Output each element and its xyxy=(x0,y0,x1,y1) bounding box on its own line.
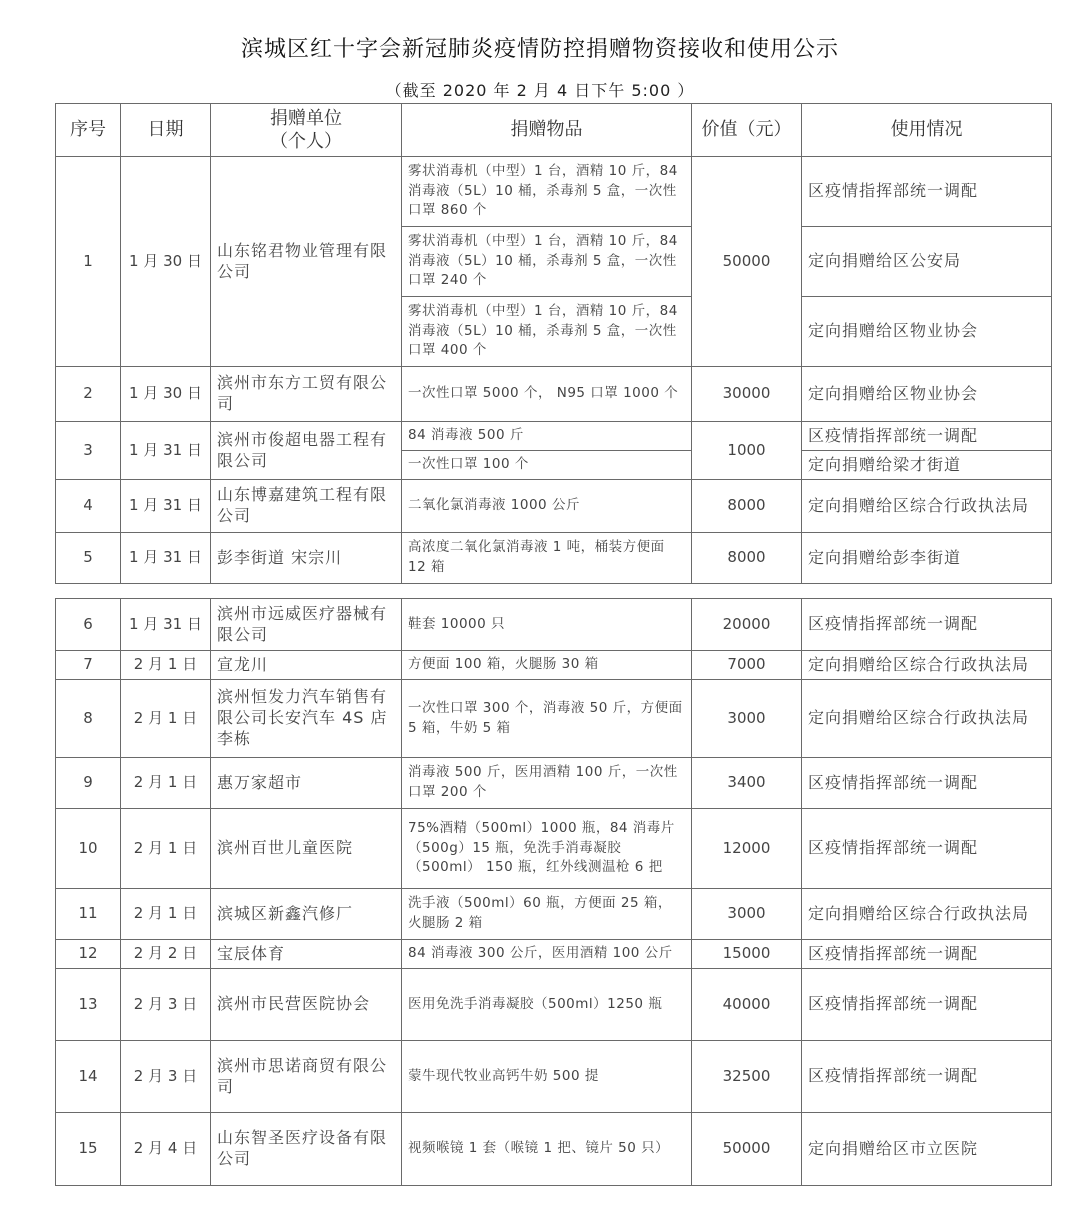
table-header-row xyxy=(56,104,1052,157)
cell-date: 2 月 1 日 xyxy=(121,758,211,809)
table-row xyxy=(56,809,1052,889)
cell-donor: 山东智圣医疗设备有限公司 xyxy=(211,1113,402,1186)
cell-date: 2 月 2 日 xyxy=(121,940,211,969)
cell-seq: 11 xyxy=(56,889,121,940)
cell-items: 一次性口罩 300 个，消毒液 50 斤，方便面 5 箱，牛奶 5 箱 xyxy=(402,680,692,758)
cell-date: 2 月 1 日 xyxy=(121,889,211,940)
cell-donor: 滨州市思诺商贸有限公司 xyxy=(211,1041,402,1113)
page-title: 滨城区红十字会新冠肺炎疫情防控捐赠物资接收和使用公示 xyxy=(240,37,839,62)
cell-usage: 定向捐赠给区市立医院 xyxy=(802,1113,1052,1186)
cell-seq: 13 xyxy=(56,969,121,1041)
cell-usage: 区疫情指挥部统一调配 xyxy=(802,809,1052,889)
cell-donor: 惠万家超市 xyxy=(211,758,402,809)
table-row xyxy=(56,480,1052,533)
cell-date: 1 月 31 日 xyxy=(121,480,211,533)
header-usage: 使用情况 xyxy=(802,104,1052,157)
cell-usage: 定向捐赠给区公安局 xyxy=(802,227,1052,297)
donation-table-part-1 xyxy=(55,103,1052,584)
cell-date: 1 月 30 日 xyxy=(121,157,211,367)
cell-usage: 区疫情指挥部统一调配 xyxy=(802,758,1052,809)
cell-usage: 区疫情指挥部统一调配 xyxy=(802,969,1052,1041)
cell-value: 1000 xyxy=(692,422,802,480)
cell-items: 84 消毒液 500 斤 xyxy=(402,422,692,451)
cell-seq: 1 xyxy=(56,157,121,367)
cell-donor: 山东铭君物业管理有限公司 xyxy=(211,157,402,367)
cell-usage: 定向捐赠给区综合行政执法局 xyxy=(802,889,1052,940)
cell-value: 50000 xyxy=(692,157,802,367)
cell-usage: 定向捐赠给区综合行政执法局 xyxy=(802,651,1052,680)
cell-usage: 定向捐赠给彭李街道 xyxy=(802,533,1052,584)
cell-donor: 山东博嘉建筑工程有限公司 xyxy=(211,480,402,533)
cell-seq: 2 xyxy=(56,367,121,422)
cell-donor: 滨州市东方工贸有限公司 xyxy=(211,367,402,422)
cell-seq: 12 xyxy=(56,940,121,969)
table-row xyxy=(56,533,1052,584)
cell-items: 鞋套 10000 只 xyxy=(402,599,692,651)
table-row xyxy=(56,758,1052,809)
table-row xyxy=(56,969,1052,1041)
cell-date: 1 月 31 日 xyxy=(121,533,211,584)
table-row xyxy=(56,940,1052,969)
cell-date: 1 月 31 日 xyxy=(121,422,211,480)
cell-items: 视频喉镜 1 套（喉镜 1 把、镜片 50 只） xyxy=(402,1113,692,1186)
cell-items: 一次性口罩 5000 个， N95 口罩 1000 个 xyxy=(402,367,692,422)
cell-items: 医用免洗手消毒凝胶（500ml）1250 瓶 xyxy=(402,969,692,1041)
cell-seq: 9 xyxy=(56,758,121,809)
cell-usage: 定向捐赠给梁才街道 xyxy=(802,451,1052,480)
cell-items: 雾状消毒机（中型）1 台，酒精 10 斤，84 消毒液（5L）10 桶，杀毒剂 5 盒，一次性口罩 240 个 xyxy=(402,227,692,297)
cell-usage: 区疫情指挥部统一调配 xyxy=(802,599,1052,651)
cell-items: 二氧化氯消毒液 1000 公斤 xyxy=(402,480,692,533)
cell-date: 2 月 1 日 xyxy=(121,651,211,680)
cell-usage: 区疫情指挥部统一调配 xyxy=(802,157,1052,227)
cell-donor: 宝辰体育 xyxy=(211,940,402,969)
table-row xyxy=(56,422,1052,451)
header-donor xyxy=(211,104,402,157)
cell-date: 2 月 3 日 xyxy=(121,969,211,1041)
cell-seq: 10 xyxy=(56,809,121,889)
cell-usage: 区疫情指挥部统一调配 xyxy=(802,422,1052,451)
table-row xyxy=(56,367,1052,422)
cell-donor: 滨州百世儿童医院 xyxy=(211,809,402,889)
cell-date: 2 月 1 日 xyxy=(121,680,211,758)
cell-date: 1 月 30 日 xyxy=(121,367,211,422)
cell-items: 84 消毒液 300 公斤，医用酒精 100 公斤 xyxy=(402,940,692,969)
cell-value: 20000 xyxy=(692,599,802,651)
cell-items: 雾状消毒机（中型）1 台，酒精 10 斤，84 消毒液（5L）10 桶，杀毒剂 5 盒，一次性口罩 400 个 xyxy=(402,297,692,367)
donation-table-part-2 xyxy=(55,598,1052,1186)
cell-value: 8000 xyxy=(692,533,802,584)
cell-value: 12000 xyxy=(692,809,802,889)
cell-seq: 14 xyxy=(56,1041,121,1113)
cell-value: 3400 xyxy=(692,758,802,809)
header-donor-line2: （个人） xyxy=(270,131,342,152)
header-date: 日期 xyxy=(121,104,211,157)
cell-usage: 区疫情指挥部统一调配 xyxy=(802,1041,1052,1113)
cell-date: 2 月 4 日 xyxy=(121,1113,211,1186)
table-row xyxy=(56,651,1052,680)
table-row xyxy=(56,599,1052,651)
cell-seq: 8 xyxy=(56,680,121,758)
cell-seq: 7 xyxy=(56,651,121,680)
header-value: 价值（元） xyxy=(692,104,802,157)
cell-seq: 3 xyxy=(56,422,121,480)
cell-donor: 宣龙川 xyxy=(211,651,402,680)
cell-items: 洗手液（500ml）60 瓶，方便面 25 箱，火腿肠 2 箱 xyxy=(402,889,692,940)
cell-items: 高浓度二氧化氯消毒液 1 吨，桶装方便面 12 箱 xyxy=(402,533,692,584)
cell-items: 蒙牛现代牧业高钙牛奶 500 提 xyxy=(402,1041,692,1113)
cell-value: 32500 xyxy=(692,1041,802,1113)
cell-value: 40000 xyxy=(692,969,802,1041)
table-row xyxy=(56,157,1052,227)
cell-value: 30000 xyxy=(692,367,802,422)
header-seq: 序号 xyxy=(56,104,121,157)
cell-items: 雾状消毒机（中型）1 台，酒精 10 斤，84 消毒液（5L）10 桶，杀毒剂 5 盒，一次性口罩 860 个 xyxy=(402,157,692,227)
cell-items: 方便面 100 箱，火腿肠 30 箱 xyxy=(402,651,692,680)
page-subtitle: （截至 2020 年 2 月 4 日下午 5:00 ） xyxy=(385,81,695,100)
cell-usage: 定向捐赠给区物业协会 xyxy=(802,297,1052,367)
cell-usage: 定向捐赠给区综合行政执法局 xyxy=(802,480,1052,533)
cell-seq: 4 xyxy=(56,480,121,533)
table-row xyxy=(56,889,1052,940)
cell-value: 50000 xyxy=(692,1113,802,1186)
cell-seq: 5 xyxy=(56,533,121,584)
cell-usage: 区疫情指挥部统一调配 xyxy=(802,940,1052,969)
cell-donor: 滨州恒发力汽车销售有限公司长安汽车 4S 店 李栋 xyxy=(211,680,402,758)
cell-donor: 滨城区新鑫汽修厂 xyxy=(211,889,402,940)
cell-seq: 15 xyxy=(56,1113,121,1186)
table-row xyxy=(56,1113,1052,1186)
cell-usage: 定向捐赠给区物业协会 xyxy=(802,367,1052,422)
cell-items: 消毒液 500 斤，医用酒精 100 斤，一次性口罩 200 个 xyxy=(402,758,692,809)
cell-donor: 滨州市民营医院协会 xyxy=(211,969,402,1041)
cell-date: 1 月 31 日 xyxy=(121,599,211,651)
header-items: 捐赠物品 xyxy=(402,104,692,157)
cell-value: 15000 xyxy=(692,940,802,969)
table-row xyxy=(56,680,1052,758)
cell-date: 2 月 3 日 xyxy=(121,1041,211,1113)
cell-items: 一次性口罩 100 个 xyxy=(402,451,692,480)
cell-seq: 6 xyxy=(56,599,121,651)
table-row xyxy=(56,1041,1052,1113)
cell-value: 3000 xyxy=(692,680,802,758)
cell-donor: 滨州市远威医疗器械有限公司 xyxy=(211,599,402,651)
cell-donor: 滨州市俊超电器工程有限公司 xyxy=(211,422,402,480)
header-donor-line1: 捐赠单位 xyxy=(270,107,342,129)
cell-usage: 定向捐赠给区综合行政执法局 xyxy=(802,680,1052,758)
cell-value: 8000 xyxy=(692,480,802,533)
cell-value: 7000 xyxy=(692,651,802,680)
cell-items: 75%酒精（500ml）1000 瓶，84 消毒片（500g）15 瓶，免洗手消毒凝胶（500ml） 150 瓶，红外线测温枪 6 把 xyxy=(402,809,692,889)
cell-date: 2 月 1 日 xyxy=(121,809,211,889)
cell-value: 3000 xyxy=(692,889,802,940)
cell-donor: 彭李街道 宋宗川 xyxy=(211,533,402,584)
